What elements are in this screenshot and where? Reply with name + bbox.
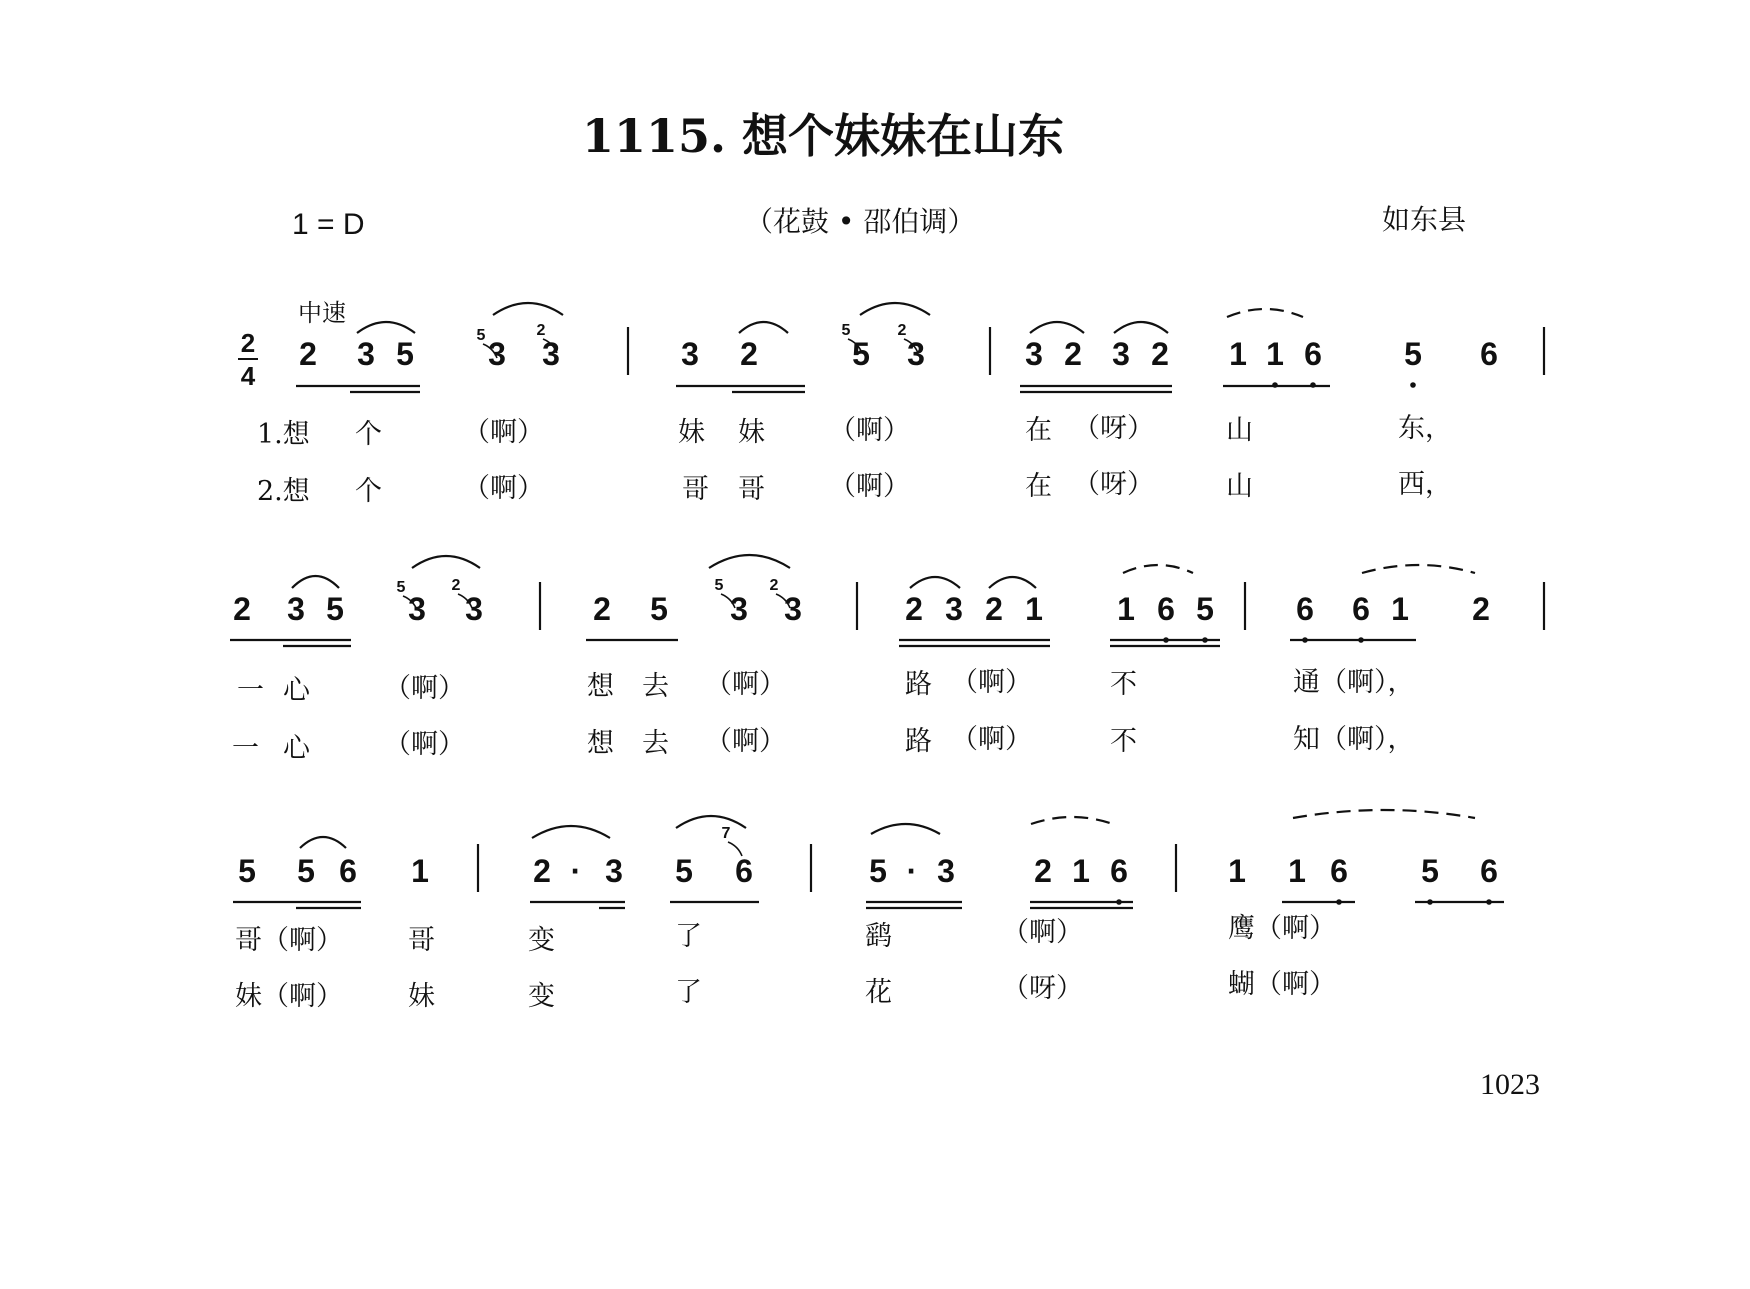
note: 3 [937,853,955,889]
lyric-syllable: 在 [1025,415,1052,446]
lyric-syllable: 山 [1226,415,1253,446]
lyric-syllable: 个 [355,476,382,507]
octave-low-dot [1272,382,1278,388]
note: 5 [869,853,887,889]
lyric-syllable: 了 [675,921,702,952]
grace-note: 2 [769,577,779,594]
note: 5 [238,853,256,889]
time-signature-top: 2 [240,328,256,358]
note: · [906,853,918,889]
octave-low-dot [1427,899,1433,905]
note: 3 [945,591,963,627]
note: 6 [1304,336,1322,372]
lyric-syllable: 知（啊）， [1293,724,1415,755]
slur [532,826,610,838]
note: 3 [357,336,375,372]
slur [676,816,746,828]
note: 2 [533,853,551,889]
note: 2 [593,591,611,627]
octave-low-dot [1302,637,1308,643]
note: 5 [1404,336,1422,372]
lyric-syllable: 变 [528,925,555,956]
note: 5 [650,591,668,627]
note: 6 [1352,591,1370,627]
slur [871,824,940,834]
octave-low-dot [1358,637,1364,643]
slur [412,556,480,568]
lyric-syllable: （呀） [1002,973,1083,1004]
note: 6 [339,853,357,889]
note: 5 [326,591,344,627]
note: 1 [1228,853,1246,889]
octave-low-dot [1486,899,1492,905]
lyric-syllable: 妹 [738,417,765,448]
octave-low-dot [1116,899,1122,905]
note: 1 [1266,336,1284,372]
lyric-syllable: （啊） [829,471,910,502]
note: 1 [411,853,429,889]
lyric-syllable: （呀） [1073,413,1154,444]
lyric-syllable: 鹞 [865,921,892,952]
lyric-syllable: （啊） [1002,917,1083,948]
note: 6 [1296,591,1314,627]
note: 2 [1151,336,1169,372]
dashed-slur [1362,565,1475,573]
lyric-syllable: 变 [528,981,555,1012]
grace-note: 2 [451,577,461,594]
lyric-syllable: 花 [865,977,892,1008]
lyric-syllable: 想 [587,671,614,702]
note: 5 [852,336,870,372]
lyric-syllable: 去 [642,728,669,759]
note: 6 [1157,591,1175,627]
note: 3 [287,591,305,627]
dashed-slur [1031,817,1113,824]
slur [739,322,788,333]
slur [860,303,930,315]
note: 1 [1072,853,1090,889]
key-signature: 1 = D [292,208,365,241]
dashed-slur [1227,309,1303,317]
note: 3 [1112,336,1130,372]
note: 6 [1330,853,1348,889]
lyric-syllable: 不 [1110,669,1137,700]
note: 5 [396,336,414,372]
note: 3 [465,591,483,627]
note: 2 [1034,853,1052,889]
note: 1 [1288,853,1306,889]
lyric-syllable: 心 [283,733,310,764]
note: 5 [1421,853,1439,889]
lyric-syllable: （啊） [705,669,786,700]
lyric-syllable: （啊） [463,417,544,448]
note: 2 [985,591,1003,627]
lyric-syllable: 1.想 [257,419,310,450]
note: 3 [730,591,748,627]
octave-low-dot [1336,899,1342,905]
note: 3 [681,336,699,372]
lyric-syllable: 哥（啊） [235,925,343,956]
note: 3 [542,336,560,372]
note: 3 [907,336,925,372]
slur [292,576,339,588]
origin-label: 如东县 [1382,203,1467,236]
tempo-marking: 中速 [298,299,346,327]
lyric-syllable: 一 [232,733,259,764]
grace-note: 2 [897,322,907,339]
grace-note: 5 [841,322,851,339]
note: 5 [297,853,315,889]
dashed-slur [1293,810,1475,818]
note: 6 [735,853,753,889]
note: 5 [1196,591,1214,627]
lyric-syllable: 西， [1398,469,1452,500]
lyric-syllable: 不 [1110,726,1137,757]
dashed-slur [1123,565,1193,573]
lyric-syllable: 哥 [738,474,765,505]
lyric-syllable: 一 [237,675,264,706]
slur [493,303,563,315]
lyric-syllable: 通（啊）， [1293,667,1415,698]
note: 2 [1472,591,1490,627]
note: 3 [408,591,426,627]
lyric-syllable: 山 [1226,471,1253,502]
note: 2 [233,591,251,627]
lyric-syllable: 去 [642,671,669,702]
lyric-syllable: （啊） [705,726,786,757]
slur [989,577,1036,588]
note: 3 [784,591,802,627]
grace-note: 7 [721,825,731,842]
note: 5 [675,853,693,889]
slur [1030,322,1084,333]
note: 2 [905,591,923,627]
lyric-syllable: （啊） [829,415,910,446]
note: 2 [740,336,758,372]
lyric-syllable: 哥 [408,925,435,956]
grace-note: 5 [396,579,406,596]
note: 3 [1025,336,1043,372]
note: 1 [1229,336,1247,372]
lyric-syllable: 心 [283,675,310,706]
time-signature-bottom: 4 [240,361,256,391]
lyric-syllable: 在 [1025,471,1052,502]
lyric-syllable: （啊） [384,729,465,760]
note: 2 [1064,336,1082,372]
note: 6 [1480,853,1498,889]
lyric-syllable: （啊） [951,667,1032,698]
slur [910,577,960,588]
lyric-syllable: （呀） [1073,469,1154,500]
note: 1 [1025,591,1043,627]
grace-note: 5 [476,327,486,344]
slur [300,837,346,848]
slur [1114,322,1168,333]
lyric-syllable: 妹 [678,417,705,448]
slur [357,322,415,333]
slur [709,555,790,568]
lyric-syllable: 2.想 [257,476,310,507]
note: 6 [1480,336,1498,372]
grace-note: 2 [536,322,546,339]
lyric-syllable: 鹰（啊） [1228,913,1336,944]
lyric-syllable: （啊） [951,724,1032,755]
lyric-syllable: （啊） [384,673,465,704]
lyric-syllable: 个 [355,419,382,450]
lyric-syllable: 哥 [682,474,709,505]
lyric-syllable: 路 [905,726,932,757]
genre-label: （花鼓 • 邵伯调） [745,205,976,238]
lyric-syllable: （啊） [463,473,544,504]
note: 1 [1117,591,1135,627]
note: 6 [1110,853,1128,889]
octave-low-dot [1310,382,1316,388]
note: 3 [605,853,623,889]
lyric-syllable: 妹（啊） [235,981,343,1012]
page-number: 1023 [1480,1068,1540,1101]
octave-low-dot [1410,382,1416,388]
lyric-syllable: 想 [587,728,614,759]
octave-low-dot [1202,637,1208,643]
song-title: 1115. 想个妹妹在山东 [582,109,1065,163]
lyric-syllable: 了 [675,977,702,1008]
note: 3 [488,336,506,372]
lyric-syllable: 妹 [408,981,435,1012]
octave-low-dot [1163,637,1169,643]
note: · [570,853,582,889]
lyric-syllable: 蝴（啊） [1228,969,1336,1000]
lyric-syllable: 路 [905,669,932,700]
note: 1 [1391,591,1409,627]
lyric-syllable: 东， [1398,413,1452,444]
grace-note: 5 [714,577,724,594]
note: 2 [299,336,317,372]
